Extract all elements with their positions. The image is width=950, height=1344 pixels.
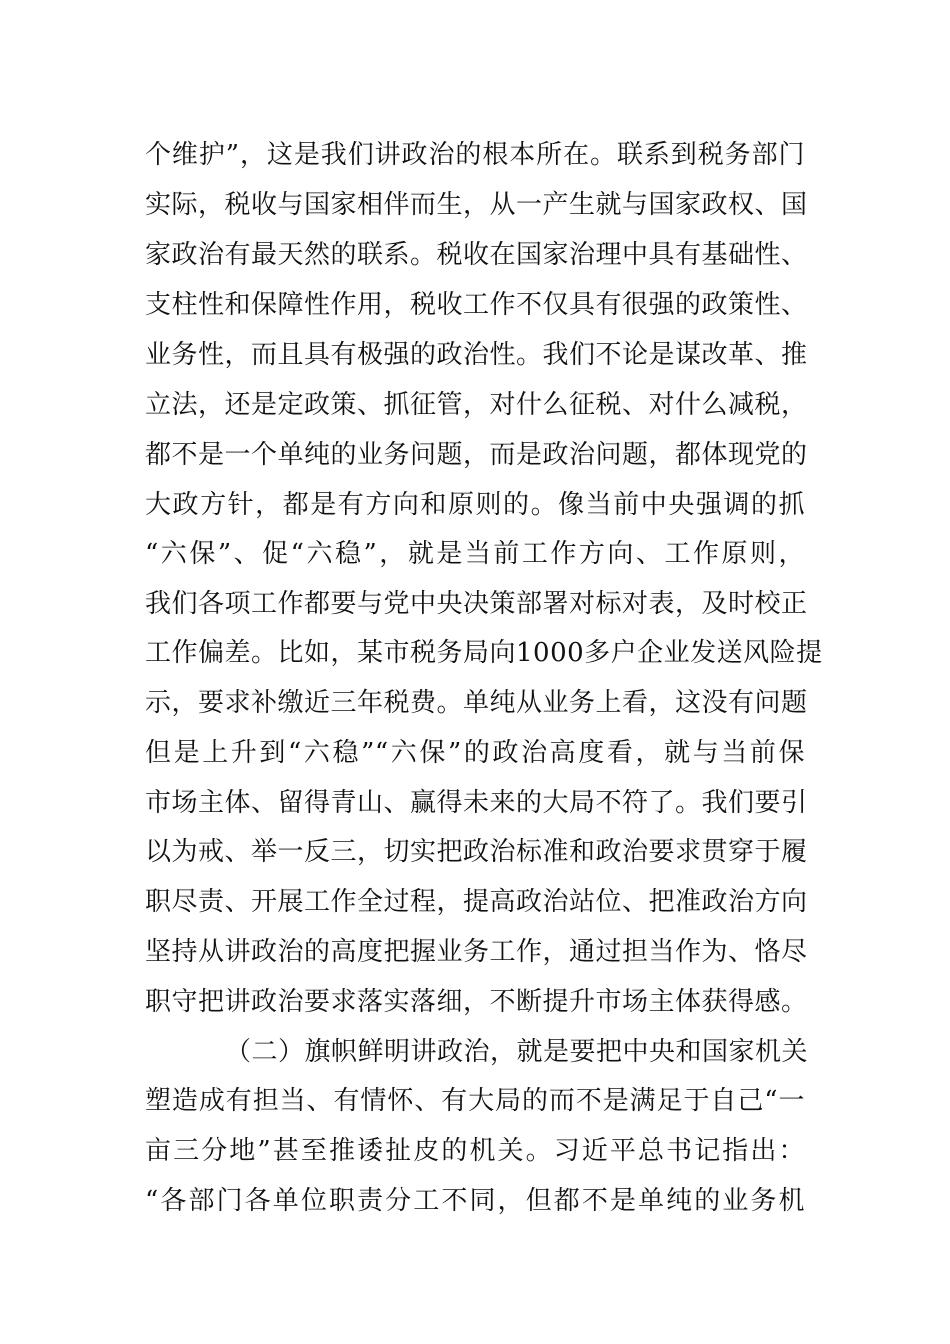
text-line: 个维护”，这是我们讲政治的根本所在。联系到税务部门: [145, 140, 805, 170]
text-line: 市场主体、留得青山、赢得未来的大局不符了。我们要引: [145, 788, 808, 818]
section-heading-line: （二）旗帜鲜明讲政治，就是要把中央和国家机关: [225, 1037, 809, 1067]
text-line: 都不是一个单纯的业务问题，而是政治问题，都体现党的: [145, 440, 808, 470]
text-line: 坚持从讲政治的高度把握业务工作，通过担当作为、恪尽: [145, 937, 808, 967]
text-line: 我们各项工作都要与党中央决策部署对标对表，及时校正: [145, 589, 808, 619]
text-line: 示，要求补缴近三年税费。单纯从业务上看，这没有问题: [145, 688, 808, 718]
text-line: 以为戒、举一反三，切实把政治标准和政治要求贯穿于履: [145, 837, 808, 867]
text-line: 亩三分地”甚至推诿扯皮的机关。习近平总书记指出：: [145, 1136, 805, 1166]
text-line: 职尽责、开展工作全过程，提高政治站位、把准政治方向: [145, 887, 808, 917]
text-line: “各部门各单位职责分工不同，但都不是单纯的业务机: [145, 1186, 805, 1216]
text-line: 业务性，而且具有极强的政治性。我们不论是谋改革、推: [145, 340, 808, 370]
text-line: 支柱性和保障性作用，税收工作不仅具有很强的政策性、: [145, 290, 808, 320]
text-line: 塑造成有担当、有情怀、有大局的而不是满足于自己“一: [145, 1086, 805, 1116]
text-line: 家政治有最天然的联系。税收在国家治理中具有基础性、: [145, 240, 808, 270]
text-line: 立法，还是定政策、抓征管，对什么征税、对什么减税，: [145, 390, 808, 420]
text-line: 实际，税收与国家相伴而生，从一产生就与国家政权、国: [145, 190, 808, 220]
text-line: 工作偏差。比如，某市税务局向1000多户企业发送风险提: [145, 638, 823, 668]
text-line: 但是上升到“六稳”“六保”的政治高度看，就与当前保: [145, 738, 805, 768]
text-line: 大政方针，都是有方向和原则的。像当前中央强调的抓: [145, 490, 805, 520]
text-line: “六保”、促“六稳”，就是当前工作方向、工作原则，: [145, 539, 805, 569]
text-line: 职守把讲政治要求落实落细，不断提升市场主体获得感。: [145, 987, 808, 1017]
